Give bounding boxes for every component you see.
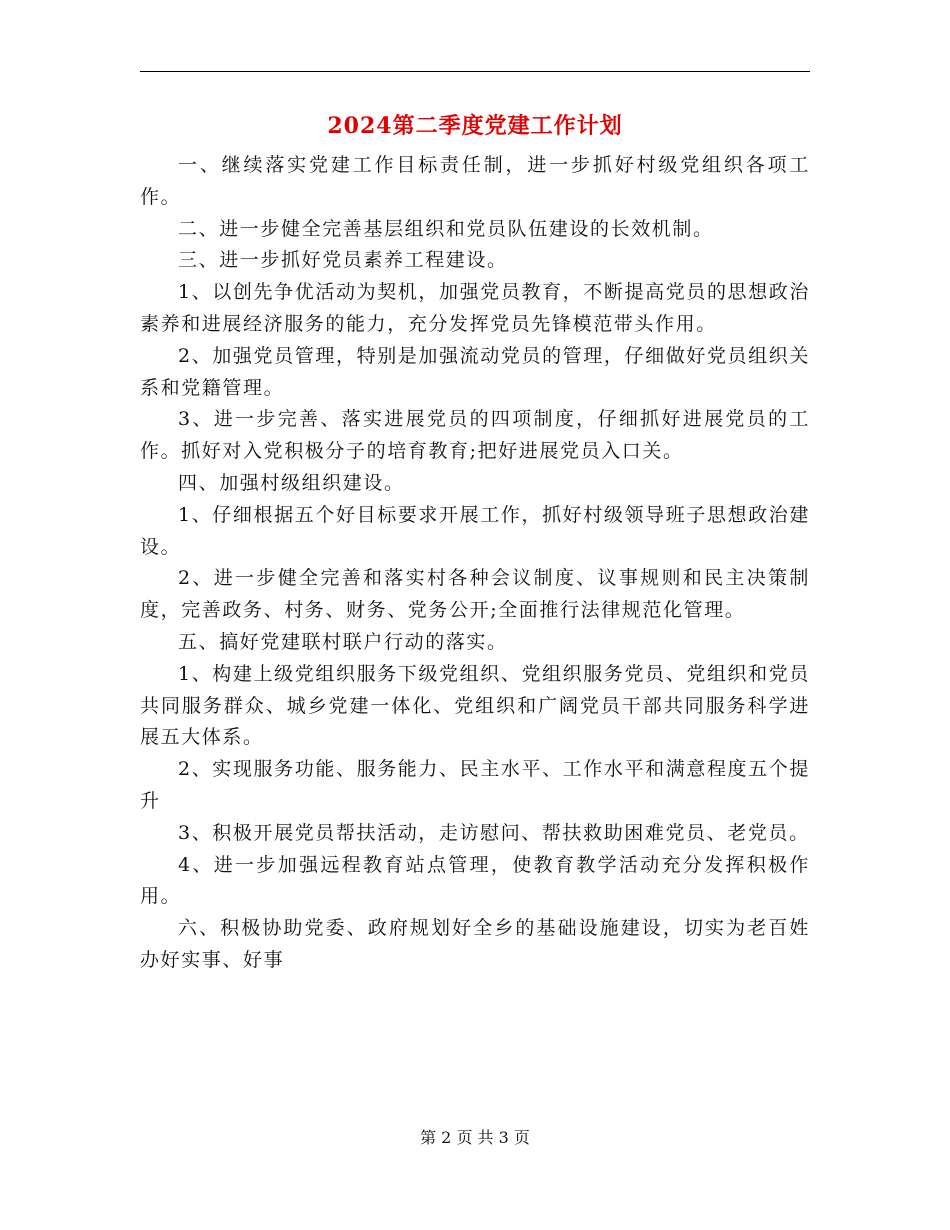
paragraph: 3、进一步完善、落实进展党员的四项制度，仔细抓好进展党员的工作。抓好对入党积极分子的培育教育;把好进展党员入口关。 bbox=[140, 408, 810, 463]
paragraph: 1、构建上级党组织服务下级党组织、党组织服务党员、党组织和党员共同服务群众、城乡党建一体化、党组织和广阔党员干部共同服务科学进展五大体系。 bbox=[140, 662, 810, 749]
paragraph: 1、以创先争优活动为契机，加强党员教育，不断提高党员的思想政治素养和进展经济服务的能力，充分发挥党员先锋模范带头作用。 bbox=[140, 281, 810, 335]
paragraph: 一、继续落实党建工作目标责任制，进一步抓好村级党组织各项工作。 bbox=[140, 154, 810, 208]
header-rule bbox=[140, 71, 810, 72]
paragraph: 三、进一步抓好党员素养工程建设。 bbox=[178, 249, 508, 272]
paragraph: 五、搞好党建联村联户行动的落实。 bbox=[178, 630, 508, 653]
paragraph: 2、实现服务功能、服务能力、民主水平、工作水平和满意程度五个提升 bbox=[140, 758, 810, 812]
paragraph: 2、加强党员管理，特别是加强流动党员的管理，仔细做好党员组织关系和党籍管理。 bbox=[140, 344, 810, 399]
paragraph: 六、积极协助党委、政府规划好全乡的基础设施建设，切实为老百姓办好实事、好事 bbox=[140, 917, 810, 971]
page-footer: 第 2 页 共 3 页 bbox=[420, 1128, 530, 1147]
paragraph: 4、进一步加强远程教育站点管理，使教育教学活动充分发挥积极作用。 bbox=[140, 853, 810, 908]
document-body bbox=[140, 150, 810, 977]
paragraph: 3、积极开展党员帮扶活动，走访慰问、帮扶救助困难党员、老党员。 bbox=[178, 821, 810, 844]
paragraph: 1、仔细根据五个好目标要求开展工作，抓好村级领导班子思想政治建设。 bbox=[140, 503, 810, 558]
paragraph: 二、进一步健全完善基层组织和党员队伍建设的长效机制。 bbox=[178, 217, 714, 240]
paragraph: 2、进一步健全完善和落实村各种会议制度、议事规则和民主决策制度，完善政务、村务、财务、党务公开;全面推行法律规范化管理。 bbox=[140, 567, 810, 622]
paragraph: 四、加强村级组织建设。 bbox=[178, 471, 405, 494]
document-title: 2024第二季度党建工作计划 bbox=[327, 113, 623, 139]
